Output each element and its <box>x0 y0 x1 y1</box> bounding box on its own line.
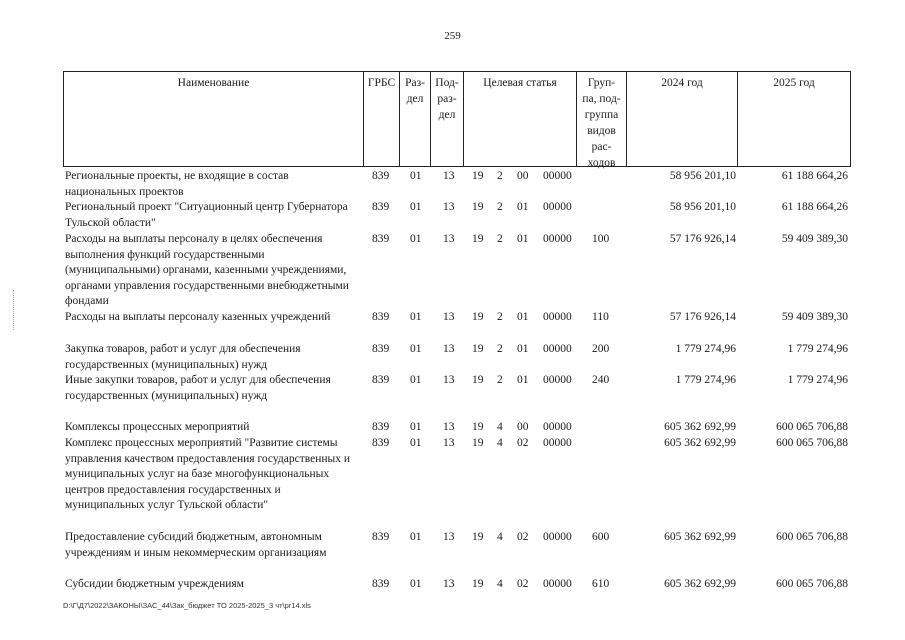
row-name: Иные закупки товаров, работ и услуг для обеспечения государственных (муниципальных) нужд <box>65 374 331 402</box>
row-name: Региональный проект "Ситуационный центр Губернатора Тульской области" <box>65 201 348 229</box>
row-cs-direction: 00000 <box>543 311 572 323</box>
row-cs-subprogram: 00 <box>517 421 529 433</box>
row-grbs: 839 <box>372 578 390 590</box>
row-razdel: 01 <box>410 233 422 245</box>
row-amount-2025: 59 409 389,30 <box>781 311 848 323</box>
row-grbs: 839 <box>372 343 390 355</box>
row-podrazdel: 13 <box>443 343 455 355</box>
row-amount-2024: 605 362 692,99 <box>664 531 736 543</box>
row-gruppa: 610 <box>592 578 610 590</box>
row-cs-program: 19 <box>472 343 484 355</box>
row-cs-program: 19 <box>472 170 484 182</box>
row-cs-program: 19 <box>472 201 484 213</box>
row-cs-type: 4 <box>497 437 503 449</box>
row-cs-subprogram: 01 <box>517 343 529 355</box>
header-name: Наименование <box>64 72 364 166</box>
row-razdel: 01 <box>410 170 422 182</box>
row-razdel: 01 <box>410 437 422 449</box>
row-cs-subprogram: 02 <box>517 437 529 449</box>
row-name: Расходы на выплаты персоналу в целях обеспечения выполнения функций государственными (муниципальными) органами, казенными учреждениями, органами управления государственными внебюджетными фондами <box>65 233 349 307</box>
row-cs-subprogram: 01 <box>517 374 529 386</box>
row-grbs: 839 <box>372 531 390 543</box>
row-gruppa: 200 <box>592 343 610 355</box>
row-cs-direction: 00000 <box>543 437 572 449</box>
row-cs-direction: 00000 <box>543 374 572 386</box>
row-razdel: 01 <box>410 311 422 323</box>
row-cs-program: 19 <box>472 578 484 590</box>
row-cs-program: 19 <box>472 421 484 433</box>
page-number: 259 <box>444 30 461 42</box>
row-cs-program: 19 <box>472 233 484 245</box>
row-podrazdel: 13 <box>443 374 455 386</box>
header-year-2025: 2025 год <box>773 77 815 89</box>
row-cs-type: 4 <box>497 421 503 433</box>
row-amount-2024: 1 779 274,96 <box>675 374 736 386</box>
row-cs-direction: 00000 <box>543 201 572 213</box>
row-cs-type: 2 <box>497 374 503 386</box>
row-cs-subprogram: 01 <box>517 233 529 245</box>
row-amount-2024: 58 956 201,10 <box>669 170 736 182</box>
row-razdel: 01 <box>410 343 422 355</box>
row-amount-2024: 57 176 926,14 <box>669 233 736 245</box>
row-podrazdel: 13 <box>443 170 455 182</box>
row-cs-direction: 00000 <box>543 233 572 245</box>
row-name: Комплекс процессных мероприятий "Развитие системы управления качеством предоставления государственных и муниципальных услуг на базе многофункциональных центров предоставления государственных и муниципальных услуг Тульской области" <box>65 437 351 511</box>
row-gruppa: 600 <box>592 531 610 543</box>
header-razdel: Раз- дел <box>400 72 431 166</box>
row-name: Закупка товаров, работ и услуг для обеспечения государственных (муниципальных) нужд <box>65 343 301 371</box>
row-amount-2024: 605 362 692,99 <box>664 437 736 449</box>
row-podrazdel: 13 <box>443 311 455 323</box>
row-grbs: 839 <box>372 437 390 449</box>
row-razdel: 01 <box>410 578 422 590</box>
row-amount-2024: 1 779 274,96 <box>675 343 736 355</box>
row-grbs: 839 <box>372 170 390 182</box>
row-cs-type: 2 <box>497 201 503 213</box>
row-grbs: 839 <box>372 421 390 433</box>
header-celevaya-statya: Целевая статья <box>464 72 577 166</box>
row-cs-type: 2 <box>497 170 503 182</box>
row-cs-direction: 00000 <box>543 170 572 182</box>
row-cs-type: 2 <box>497 343 503 355</box>
row-amount-2024: 58 956 201,10 <box>669 201 736 213</box>
row-cs-type: 2 <box>497 233 503 245</box>
row-name: Региональные проекты, не входящие в состав национальных проектов <box>65 170 289 198</box>
row-razdel: 01 <box>410 201 422 213</box>
header-podrazdel: Под- раз- дел <box>431 72 464 166</box>
row-podrazdel: 13 <box>443 531 455 543</box>
row-amount-2024: 57 176 926,14 <box>669 311 736 323</box>
row-cs-program: 19 <box>472 374 484 386</box>
row-razdel: 01 <box>410 374 422 386</box>
row-cs-direction: 00000 <box>543 578 572 590</box>
row-grbs: 839 <box>372 374 390 386</box>
row-podrazdel: 13 <box>443 437 455 449</box>
row-cs-subprogram: 02 <box>517 578 529 590</box>
row-cs-subprogram: 02 <box>517 531 529 543</box>
row-name: Предоставление субсидий бюджетным, автономным учреждениям и иным некоммерческим организациям <box>65 531 327 559</box>
row-amount-2025: 600 065 706,88 <box>776 437 848 449</box>
row-cs-program: 19 <box>472 531 484 543</box>
row-podrazdel: 13 <box>443 201 455 213</box>
row-razdel: 01 <box>410 421 422 433</box>
file-path-footer: D:\Г\Д7\2022\ЗАКОНЫ\ЗАС_44\Зак_бюджет ТО 2025-2025_3 чт\pr14.xls <box>63 601 311 610</box>
row-cs-subprogram: 01 <box>517 201 529 213</box>
row-amount-2025: 59 409 389,30 <box>781 233 848 245</box>
scan-artifact <box>13 290 16 330</box>
row-cs-type: 4 <box>497 578 503 590</box>
row-grbs: 839 <box>372 201 390 213</box>
row-razdel: 01 <box>410 531 422 543</box>
row-amount-2025: 61 188 664,26 <box>781 170 848 182</box>
row-grbs: 839 <box>372 311 390 323</box>
row-cs-direction: 00000 <box>543 343 572 355</box>
row-amount-2025: 600 065 706,88 <box>776 421 848 433</box>
row-amount-2025: 61 188 664,26 <box>781 201 848 213</box>
row-gruppa: 110 <box>592 311 609 323</box>
row-amount-2025: 600 065 706,88 <box>776 578 848 590</box>
row-name: Расходы на выплаты персоналу казенных учреждений <box>65 311 331 323</box>
row-cs-program: 19 <box>472 437 484 449</box>
row-gruppa: 240 <box>592 374 610 386</box>
row-name: Комплексы процессных мероприятий <box>65 421 250 433</box>
row-grbs: 839 <box>372 233 390 245</box>
row-cs-type: 4 <box>497 531 503 543</box>
row-gruppa: 100 <box>592 233 610 245</box>
row-cs-subprogram: 00 <box>517 170 529 182</box>
row-cs-program: 19 <box>472 311 484 323</box>
row-cs-type: 2 <box>497 311 503 323</box>
header-gruppa: Груп- па, под- группа видов рас- ходов <box>577 72 627 166</box>
row-name: Субсидии бюджетным учреждениям <box>65 578 244 590</box>
row-podrazdel: 13 <box>443 421 455 433</box>
row-cs-direction: 00000 <box>543 421 572 433</box>
row-amount-2024: 605 362 692,99 <box>664 578 736 590</box>
row-podrazdel: 13 <box>443 233 455 245</box>
row-cs-subprogram: 01 <box>517 311 529 323</box>
header-year-2024: 2024 год <box>627 72 738 166</box>
row-amount-2025: 1 779 274,96 <box>787 343 848 355</box>
row-cs-direction: 00000 <box>543 531 572 543</box>
row-podrazdel: 13 <box>443 578 455 590</box>
header-grbs: ГРБС <box>364 72 400 166</box>
row-amount-2024: 605 362 692,99 <box>664 421 736 433</box>
row-amount-2025: 1 779 274,96 <box>787 374 848 386</box>
row-amount-2025: 600 065 706,88 <box>776 531 848 543</box>
